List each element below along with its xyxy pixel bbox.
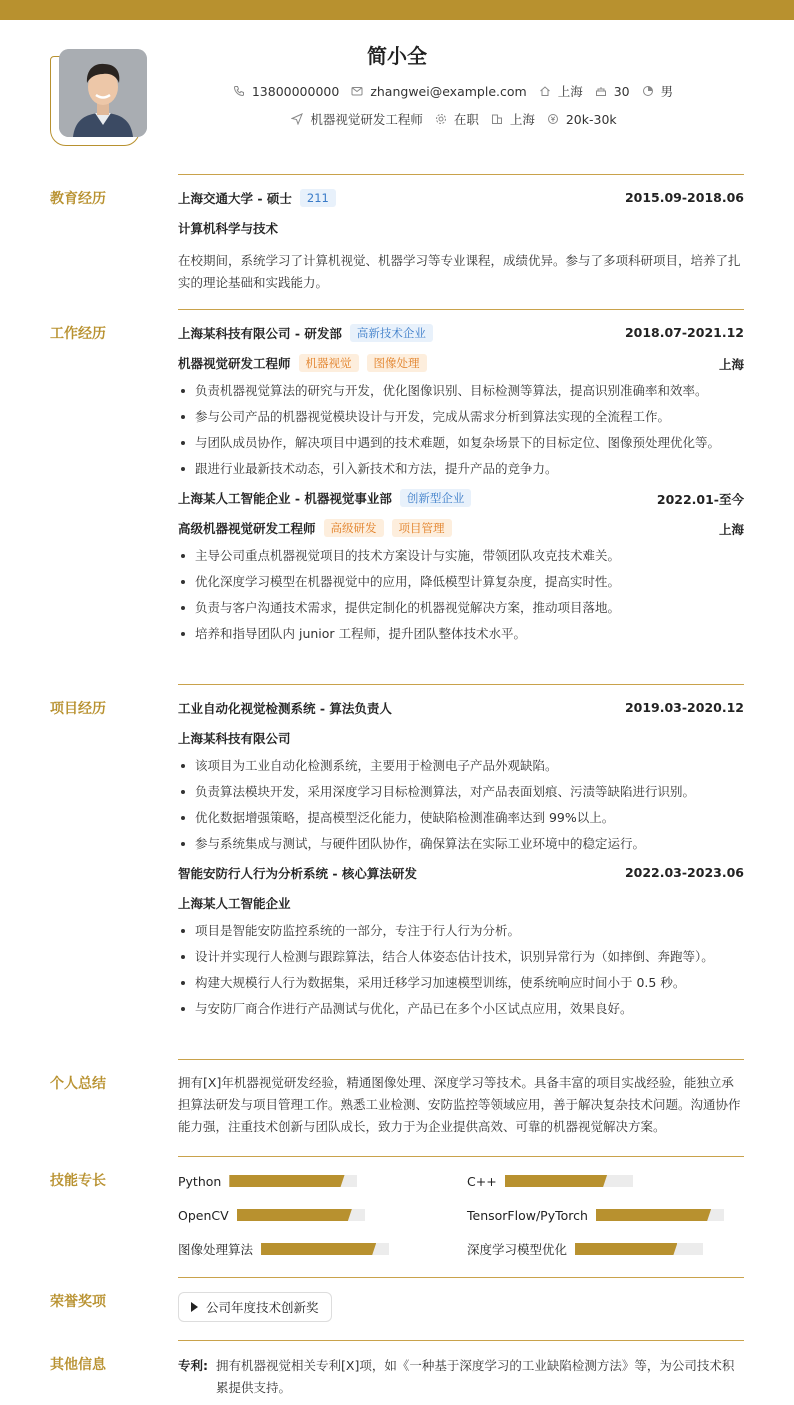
list-item: 与团队成员协作，解决项目中遇到的技术难题，如复杂场景下的目标定位、图像预处理优化等。 bbox=[178, 435, 744, 451]
job-intent-row bbox=[0, 110, 794, 128]
skill-name: Python bbox=[178, 1173, 222, 1189]
role-tag: 高级研发 bbox=[324, 519, 384, 537]
list-item: 与安防厂商合作进行产品测试与优化，产品已在多个小区试点应用，效果良好。 bbox=[178, 1001, 744, 1017]
awards-section bbox=[50, 1277, 744, 1337]
company-tag: 高新技术企业 bbox=[350, 324, 433, 342]
list-item: 优化深度学习模型在机器视觉中的应用，降低模型计算复杂度，提高实时性。 bbox=[178, 574, 744, 590]
summary-body bbox=[178, 1059, 744, 1138]
job-bullets bbox=[178, 548, 744, 642]
list-item: 构建大规模行人行为数据集，采用迁移学习加速模型训练，使系统响应时间小于 0.5 秒。 bbox=[178, 975, 744, 991]
section-title: 项目经历 bbox=[50, 701, 106, 717]
list-item: 设计并实现行人检测与跟踪算法，结合人体姿态估计技术，识别异常行为（如摔倒、奔跑等）。 bbox=[178, 949, 744, 965]
position-text: 机器视觉研发工程师 bbox=[310, 112, 423, 127]
skill-bar-fill bbox=[237, 1209, 352, 1221]
summary-text: 拥有[X]年机器视觉研发经验，精通图像处理、深度学习等技术。具备丰富的项目实战经验，能独立承担算法研发与项目管理工作。熟悉工业检测、安防监控等领域应用，善于解决复杂技术问题。沟通协作能力强，注重技术创新与团队成长，致力于为企业提供高效、可靠的机器视觉解决方案。 bbox=[178, 1075, 741, 1134]
job-date: 2018.07-2021.12 bbox=[624, 325, 744, 340]
work-section bbox=[50, 309, 744, 679]
work-body bbox=[178, 309, 744, 652]
project-name: 智能安防行人行为分析系统 - 核心算法研发 bbox=[178, 866, 417, 881]
section-title: 工作经历 bbox=[50, 326, 106, 342]
project-name: 工业自动化视觉检测系统 - 算法负责人 bbox=[178, 701, 392, 716]
skill-bar-fill bbox=[575, 1243, 677, 1255]
list-item: 负责算法模块开发，采用深度学习目标检测算法，对产品表面划痕、污渍等缺陷进行识别。 bbox=[178, 784, 744, 800]
skill-bar bbox=[229, 1175, 357, 1187]
hometown-info bbox=[539, 82, 583, 100]
email-info bbox=[351, 84, 526, 99]
job-role: 机器视觉研发工程师 bbox=[178, 356, 291, 371]
job-entry bbox=[178, 490, 744, 642]
skills-grid bbox=[178, 1173, 744, 1273]
job-location: 上海 bbox=[718, 522, 744, 537]
company-tag: 创新型企业 bbox=[400, 489, 472, 507]
education-desc: 在校期间，系统学习了计算机视觉、机器学习等专业课程，成绩优异。参与了多项科研项目，培养了扎实的理论基础和实践能力。 bbox=[178, 253, 741, 290]
list-item: 负责机器视觉算法的研究与开发，优化图像识别、目标检测等算法，提高识别准确率和效率。 bbox=[178, 383, 744, 399]
top-accent-bar bbox=[0, 0, 794, 20]
skill-bar bbox=[575, 1243, 703, 1255]
company-name: 上海某科技有限公司 - 研发部 bbox=[178, 326, 342, 341]
skill-name: TensorFlow/PyTorch bbox=[467, 1207, 588, 1223]
education-body bbox=[178, 174, 744, 294]
summary-section bbox=[50, 1059, 744, 1154]
project-entry bbox=[178, 700, 744, 852]
major: 计算机科学与技术 bbox=[178, 221, 279, 236]
job-role: 高级机器视觉研发工程师 bbox=[178, 521, 316, 536]
salary-icon bbox=[547, 113, 559, 125]
projects-section bbox=[50, 684, 744, 1054]
status-gear-icon bbox=[435, 113, 447, 125]
skills-body bbox=[178, 1156, 744, 1273]
skill-bar bbox=[237, 1209, 365, 1221]
section-title: 其他信息 bbox=[50, 1357, 106, 1373]
age-text: 30 bbox=[613, 83, 630, 99]
section-title: 荣誉奖项 bbox=[50, 1294, 106, 1310]
list-item: 参与系统集成与测试，与硬件团队协作，确保算法在实际工业环境中的稳定运行。 bbox=[178, 836, 744, 852]
position-info bbox=[291, 110, 423, 128]
city-text: 上海 bbox=[509, 112, 535, 127]
skill-bar-fill bbox=[596, 1209, 711, 1221]
school-tag: 211 bbox=[300, 189, 336, 207]
skill-bar-fill bbox=[261, 1243, 376, 1255]
project-bullets bbox=[178, 758, 744, 852]
skill-name: OpenCV bbox=[178, 1207, 229, 1223]
candidate-name: 简小全 bbox=[367, 44, 427, 68]
play-triangle-icon bbox=[191, 1302, 198, 1312]
project-entry bbox=[178, 865, 744, 1017]
hometown-text: 上海 bbox=[557, 84, 583, 99]
school-name: 上海交通大学 - 硕士 bbox=[178, 191, 292, 206]
project-org: 上海某科技有限公司 bbox=[178, 731, 291, 746]
gender-icon bbox=[642, 85, 654, 97]
home-icon bbox=[539, 85, 551, 97]
phone-text: 13800000000 bbox=[251, 83, 340, 99]
status-text: 在职 bbox=[453, 112, 479, 127]
skill-bar bbox=[596, 1209, 724, 1221]
skills-section bbox=[50, 1156, 744, 1274]
skill-item bbox=[178, 1207, 365, 1223]
awards-body bbox=[178, 1277, 744, 1322]
patent-label: 专利: bbox=[178, 1358, 208, 1373]
salary-text: 20k-30k bbox=[565, 111, 617, 127]
building-icon bbox=[491, 113, 503, 125]
skill-item bbox=[178, 1173, 357, 1189]
job-bullets bbox=[178, 383, 744, 477]
award-item-button[interactable] bbox=[178, 1292, 332, 1322]
section-title: 教育经历 bbox=[50, 191, 106, 207]
mail-icon bbox=[351, 85, 363, 97]
skill-item bbox=[178, 1241, 389, 1257]
skill-name: 图像处理算法 bbox=[178, 1242, 254, 1257]
list-item: 优化数据增强策略，提高模型泛化能力，使缺陷检测准确率达到 99%以上。 bbox=[178, 810, 744, 826]
skill-bar-fill bbox=[505, 1175, 607, 1187]
cake-icon bbox=[595, 85, 607, 97]
company-name: 上海某人工智能企业 - 机器视觉事业部 bbox=[178, 491, 392, 506]
other-body bbox=[178, 1340, 744, 1399]
status-info bbox=[435, 110, 479, 128]
job-entry bbox=[178, 325, 744, 477]
list-item: 项目是智能安防监控系统的一部分，专注于行人行为分析。 bbox=[178, 923, 744, 939]
education-section bbox=[50, 174, 744, 304]
job-date: 2022.01-至今 bbox=[656, 492, 744, 507]
contact-row bbox=[0, 82, 794, 100]
phone-icon bbox=[233, 85, 245, 97]
list-item: 参与公司产品的机器视觉模块设计与开发，完成从需求分析到算法实现的全流程工作。 bbox=[178, 409, 744, 425]
list-item: 负责与客户沟通技术需求，提供定制化的机器视觉解决方案，推动项目落地。 bbox=[178, 600, 744, 616]
patent-info bbox=[178, 1355, 744, 1399]
job-location: 上海 bbox=[718, 357, 744, 372]
skill-item bbox=[467, 1173, 633, 1189]
project-date: 2019.03-2020.12 bbox=[624, 700, 744, 715]
skill-name: 深度学习模型优化 bbox=[467, 1242, 568, 1257]
skill-bar bbox=[261, 1243, 389, 1255]
email-text: zhangwei@example.com bbox=[370, 83, 527, 99]
city-info bbox=[491, 110, 535, 128]
age-info bbox=[595, 84, 630, 99]
list-item: 主导公司重点机器视觉项目的技术方案设计与实施，带领团队攻克技术难关。 bbox=[178, 548, 744, 564]
salary-info bbox=[547, 112, 617, 127]
education-date: 2015.09-2018.06 bbox=[624, 190, 744, 205]
skill-name: C++ bbox=[467, 1173, 497, 1189]
project-date: 2022.03-2023.06 bbox=[624, 865, 744, 880]
patent-text: 拥有机器视觉相关专利[X]项，如《一种基于深度学习的工业缺陷检测方法》等，为公司技术积累提供支持。 bbox=[216, 1358, 735, 1395]
gender-info bbox=[642, 82, 674, 100]
role-tag: 图像处理 bbox=[367, 354, 427, 372]
skill-item bbox=[467, 1207, 724, 1223]
role-tag: 项目管理 bbox=[392, 519, 452, 537]
skill-bar bbox=[505, 1175, 633, 1187]
award-label: 公司年度技术创新奖 bbox=[206, 1300, 319, 1315]
gender-text: 男 bbox=[660, 84, 674, 99]
phone-info bbox=[233, 84, 339, 99]
section-title: 技能专长 bbox=[50, 1173, 106, 1189]
role-tag: 机器视觉 bbox=[299, 354, 359, 372]
skill-item bbox=[467, 1241, 703, 1257]
projects-body bbox=[178, 684, 744, 1027]
skill-bar-fill bbox=[229, 1175, 344, 1187]
project-org: 上海某人工智能企业 bbox=[178, 896, 291, 911]
other-section bbox=[50, 1340, 744, 1400]
list-item: 培养和指导团队内 junior 工程师，提升团队整体技术水平。 bbox=[178, 626, 744, 642]
send-icon bbox=[291, 113, 303, 125]
list-item: 跟进行业最新技术动态，引入新技术和方法，提升产品的竞争力。 bbox=[178, 461, 744, 477]
section-title: 个人总结 bbox=[50, 1076, 106, 1092]
list-item: 该项目为工业自动化检测系统，主要用于检测电子产品外观缺陷。 bbox=[178, 758, 744, 774]
project-bullets bbox=[178, 923, 744, 1017]
